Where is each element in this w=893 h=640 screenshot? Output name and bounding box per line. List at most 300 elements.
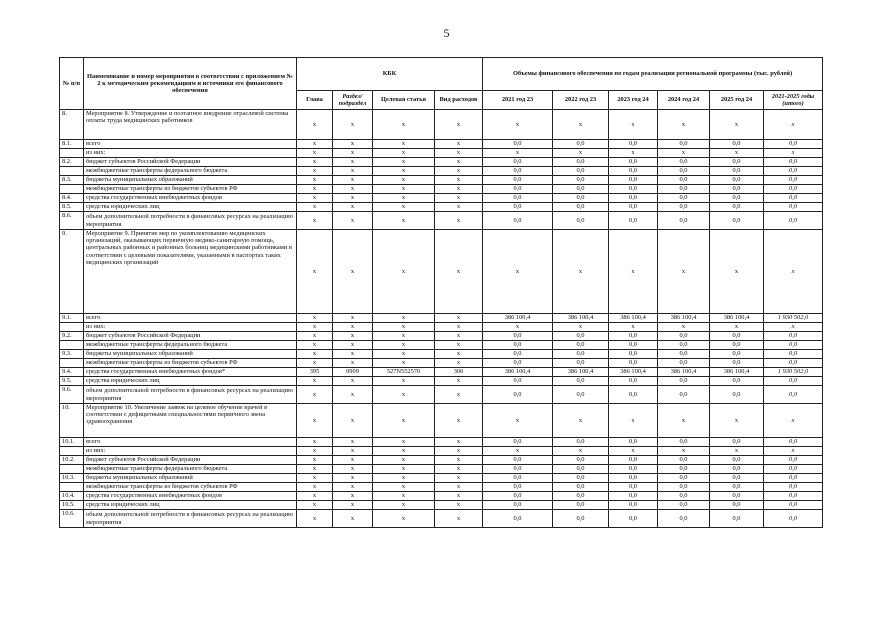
- row-cell: x: [373, 323, 435, 332]
- row-cell: x: [297, 359, 333, 368]
- row-number: [60, 185, 84, 194]
- row-cell: 0,0: [553, 203, 609, 212]
- measure-title: Мероприятие 10. Увеличение заявок на целевое обучение врачей в соответствии с дефицитными специальностями первичного звена здравоохранения: [84, 404, 297, 438]
- row-cell: x: [553, 149, 609, 158]
- table-row: [60, 212, 823, 230]
- row-cell: 0,0: [764, 465, 823, 474]
- page-number: 5: [443, 26, 450, 40]
- row-name: из них:: [84, 149, 297, 158]
- row-number: 9.4.: [60, 368, 84, 377]
- row-cell: x: [297, 456, 333, 465]
- row-cell: x: [333, 492, 373, 501]
- row-cell: x: [373, 377, 435, 386]
- row-number: 8.3.: [60, 176, 84, 185]
- row-cell: x: [435, 447, 483, 456]
- row-cell: x: [297, 314, 333, 323]
- row-name: межбюджетные трансферты из бюджетов субъектов РФ: [84, 185, 297, 194]
- row-cell: x: [333, 176, 373, 185]
- row-cell: x: [609, 447, 658, 456]
- header-num: № п/п: [60, 58, 84, 110]
- row-cell: x: [333, 212, 373, 230]
- row-number: 10.: [60, 404, 84, 438]
- row-cell: 0,0: [764, 438, 823, 447]
- row-cell: x: [658, 230, 710, 314]
- table-row: [60, 185, 823, 194]
- row-cell: 0,0: [553, 438, 609, 447]
- row-cell: 0,0: [658, 212, 710, 230]
- row-name: из них:: [84, 323, 297, 332]
- row-cell: 0,0: [710, 212, 764, 230]
- row-cell: 0,0: [483, 492, 553, 501]
- row-cell: 0,0: [764, 203, 823, 212]
- header-sub: 2025 год 24: [710, 91, 764, 110]
- row-cell: 0,0: [553, 167, 609, 176]
- row-cell: x: [435, 332, 483, 341]
- row-cell: x: [764, 323, 823, 332]
- row-cell: 0,0: [764, 194, 823, 203]
- row-cell: 386 100,4: [710, 314, 764, 323]
- row-cell: 0,0: [553, 185, 609, 194]
- row-cell: x: [373, 212, 435, 230]
- row-cell: 0,0: [553, 140, 609, 149]
- row-number: 9.: [60, 230, 84, 314]
- row-cell: x: [297, 140, 333, 149]
- row-cell: 0,0: [710, 483, 764, 492]
- table-row: [60, 492, 823, 501]
- row-cell: x: [333, 350, 373, 359]
- row-cell: x: [373, 332, 435, 341]
- row-number: [60, 341, 84, 350]
- row-cell: 0,0: [483, 483, 553, 492]
- row-cell: x: [435, 110, 483, 140]
- row-cell: 0,0: [710, 465, 764, 474]
- row-cell: x: [333, 438, 373, 447]
- table-row: [60, 456, 823, 465]
- row-cell: 0,0: [658, 185, 710, 194]
- row-cell: 0,0: [483, 386, 553, 404]
- row-cell: x: [483, 149, 553, 158]
- row-cell: x: [435, 377, 483, 386]
- row-cell: 0,0: [658, 350, 710, 359]
- row-cell: x: [435, 438, 483, 447]
- row-cell: x: [297, 149, 333, 158]
- row-cell: 0,0: [764, 350, 823, 359]
- row-cell: x: [333, 194, 373, 203]
- row-cell: 0,0: [764, 212, 823, 230]
- table-row: [60, 510, 823, 528]
- row-cell: x: [435, 359, 483, 368]
- row-cell: 0,0: [658, 438, 710, 447]
- row-cell: x: [297, 483, 333, 492]
- row-cell: 386 100,4: [658, 314, 710, 323]
- row-cell: x: [435, 492, 483, 501]
- row-cell: x: [297, 404, 333, 438]
- row-cell: x: [373, 140, 435, 149]
- header-sub: 2021 год 23: [483, 91, 553, 110]
- table-row: [60, 203, 823, 212]
- row-cell: x: [333, 456, 373, 465]
- row-number: 9.3.: [60, 350, 84, 359]
- row-cell: x: [297, 167, 333, 176]
- row-cell: 0,0: [764, 456, 823, 465]
- row-name: объем дополнительной потребности в финансовых ресурсах на реализацию мероприятия: [84, 510, 297, 528]
- row-cell: 0,0: [764, 176, 823, 185]
- row-cell: x: [373, 474, 435, 483]
- row-cell: x: [297, 474, 333, 483]
- table-row: [60, 230, 823, 314]
- table-row: [60, 474, 823, 483]
- row-cell: x: [333, 359, 373, 368]
- row-cell: 0,0: [609, 140, 658, 149]
- row-cell: 0,0: [710, 359, 764, 368]
- row-cell: 0,0: [658, 456, 710, 465]
- row-cell: x: [435, 510, 483, 528]
- row-name: межбюджетные трансферты федерального бюджета: [84, 167, 297, 176]
- row-cell: 0,0: [553, 359, 609, 368]
- row-cell: x: [710, 404, 764, 438]
- row-cell: x: [373, 456, 435, 465]
- row-name: средства государственных внебюджетных фондов: [84, 492, 297, 501]
- row-cell: x: [297, 501, 333, 510]
- row-cell: x: [764, 230, 823, 314]
- row-cell: 1 930 502,0: [764, 368, 823, 377]
- row-cell: x: [435, 167, 483, 176]
- row-cell: x: [435, 176, 483, 185]
- row-cell: 0,0: [658, 483, 710, 492]
- row-cell: 0,0: [553, 492, 609, 501]
- row-cell: 0,0: [710, 158, 764, 167]
- row-cell: x: [435, 230, 483, 314]
- row-cell: 0,0: [764, 377, 823, 386]
- row-cell: x: [333, 483, 373, 492]
- row-cell: 0,0: [658, 167, 710, 176]
- row-cell: 0,0: [609, 194, 658, 203]
- table-row: [60, 149, 823, 158]
- row-cell: 0,0: [553, 386, 609, 404]
- row-cell: 386 100,4: [553, 314, 609, 323]
- row-cell: 0,0: [710, 456, 764, 465]
- row-number: 10.3.: [60, 474, 84, 483]
- row-cell: x: [483, 447, 553, 456]
- row-cell: x: [435, 474, 483, 483]
- financing-table: [59, 57, 823, 528]
- row-cell: x: [435, 456, 483, 465]
- row-name: бюджеты муниципальных образований: [84, 474, 297, 483]
- table-row: [60, 350, 823, 359]
- row-cell: x: [373, 483, 435, 492]
- row-cell: x: [297, 465, 333, 474]
- row-cell: x: [297, 492, 333, 501]
- row-cell: x: [609, 110, 658, 140]
- table-row: [60, 438, 823, 447]
- row-cell: 0,0: [483, 501, 553, 510]
- row-cell: x: [333, 474, 373, 483]
- table-row: [60, 483, 823, 492]
- row-name: всего: [84, 314, 297, 323]
- row-cell: 0,0: [658, 474, 710, 483]
- row-cell: x: [333, 158, 373, 167]
- table-body: [60, 110, 823, 528]
- row-cell: 0,0: [609, 167, 658, 176]
- row-cell: x: [333, 510, 373, 528]
- row-cell: x: [764, 149, 823, 158]
- row-number: 9.1.: [60, 314, 84, 323]
- row-name: бюджеты муниципальных образований: [84, 350, 297, 359]
- row-cell: 0,0: [609, 456, 658, 465]
- row-cell: x: [333, 110, 373, 140]
- row-cell: 0,0: [764, 341, 823, 350]
- row-cell: 386 100,4: [483, 314, 553, 323]
- row-cell: 0,0: [483, 203, 553, 212]
- row-number: 9.6.: [60, 386, 84, 404]
- row-cell: 0,0: [483, 510, 553, 528]
- row-cell: 0,0: [553, 212, 609, 230]
- row-cell: 0,0: [553, 474, 609, 483]
- row-cell: 0,0: [764, 492, 823, 501]
- header-name: Наименование и номер мероприятия в соответствии с приложением № 2 к методическим рекомендациям и источники его финансового обеспечения: [84, 58, 297, 110]
- row-cell: 0,0: [609, 501, 658, 510]
- row-cell: x: [435, 158, 483, 167]
- row-cell: x: [297, 350, 333, 359]
- row-name: из них:: [84, 447, 297, 456]
- row-cell: x: [333, 341, 373, 350]
- row-cell: x: [373, 386, 435, 404]
- row-cell: 0,0: [764, 140, 823, 149]
- row-cell: 0,0: [553, 456, 609, 465]
- row-cell: x: [333, 404, 373, 438]
- row-cell: 0,0: [764, 185, 823, 194]
- row-cell: 386 100,4: [710, 368, 764, 377]
- table-row: [60, 341, 823, 350]
- row-cell: 0,0: [710, 176, 764, 185]
- row-cell: 0,0: [710, 185, 764, 194]
- row-cell: 0,0: [658, 465, 710, 474]
- row-cell: 0,0: [658, 386, 710, 404]
- measure-title: Мероприятие 9. Принятие мер по укомплектованию медицинских организаций, оказывающих первичную медико-санитарную помощь, центральных районных и районных больниц медицинскими работниками в соответствии с целевыми показателями, указанными в паспортах таких медицинских организаций: [84, 230, 297, 314]
- row-number: 10.4.: [60, 492, 84, 501]
- row-number: 8.2.: [60, 158, 84, 167]
- row-cell: x: [609, 149, 658, 158]
- row-name: всего: [84, 438, 297, 447]
- row-cell: 1 930 502,0: [764, 314, 823, 323]
- row-cell: x: [373, 501, 435, 510]
- row-cell: 0,0: [609, 465, 658, 474]
- row-cell: x: [297, 185, 333, 194]
- row-number: 8.1.: [60, 140, 84, 149]
- table-row: [60, 176, 823, 185]
- row-cell: 0,0: [483, 212, 553, 230]
- row-cell: x: [435, 140, 483, 149]
- header-sub: 2024 год 24: [658, 91, 710, 110]
- row-cell: 386 100,4: [609, 368, 658, 377]
- row-cell: x: [435, 323, 483, 332]
- row-cell: x: [333, 323, 373, 332]
- row-cell: 0,0: [658, 377, 710, 386]
- row-cell: x: [373, 341, 435, 350]
- header-sub: 2022 год 23: [553, 91, 609, 110]
- row-cell: x: [435, 341, 483, 350]
- row-cell: x: [297, 332, 333, 341]
- row-cell: x: [710, 230, 764, 314]
- row-cell: x: [435, 350, 483, 359]
- row-cell: 0,0: [483, 377, 553, 386]
- row-cell: x: [373, 110, 435, 140]
- row-cell: 0,0: [553, 194, 609, 203]
- table-row: [60, 501, 823, 510]
- row-cell: x: [553, 323, 609, 332]
- row-cell: 0,0: [764, 332, 823, 341]
- row-cell: x: [658, 404, 710, 438]
- row-cell: x: [333, 386, 373, 404]
- row-cell: x: [297, 510, 333, 528]
- row-cell: 0,0: [609, 185, 658, 194]
- row-cell: x: [553, 110, 609, 140]
- table-row: [60, 359, 823, 368]
- row-cell: 0,0: [553, 332, 609, 341]
- row-number: [60, 483, 84, 492]
- row-cell: 0,0: [658, 203, 710, 212]
- table-row: [60, 140, 823, 149]
- row-cell: x: [297, 176, 333, 185]
- row-cell: 0,0: [553, 341, 609, 350]
- row-cell: 0,0: [609, 203, 658, 212]
- row-cell: x: [710, 149, 764, 158]
- header-sub: Глава: [297, 91, 333, 110]
- row-cell: x: [609, 323, 658, 332]
- row-number: 9.5.: [60, 377, 84, 386]
- row-cell: 0,0: [710, 194, 764, 203]
- row-cell: x: [553, 447, 609, 456]
- row-cell: 0,0: [609, 332, 658, 341]
- row-name: межбюджетные трансферты из бюджетов субъектов РФ: [84, 359, 297, 368]
- row-cell: x: [297, 386, 333, 404]
- row-cell: x: [333, 140, 373, 149]
- row-cell: x: [483, 323, 553, 332]
- row-cell: 386 100,4: [658, 368, 710, 377]
- header-kbk: КБК: [297, 58, 483, 91]
- row-cell: 0,0: [609, 510, 658, 528]
- row-cell: x: [435, 185, 483, 194]
- row-cell: x: [297, 341, 333, 350]
- row-cell: x: [483, 230, 553, 314]
- row-name: всего: [84, 140, 297, 149]
- row-number: 10.5.: [60, 501, 84, 510]
- row-cell: 0,0: [609, 492, 658, 501]
- row-cell: 0,0: [658, 194, 710, 203]
- row-name: средства государственных внебюджетных фондов*: [84, 368, 297, 377]
- row-cell: x: [764, 110, 823, 140]
- row-cell: x: [764, 447, 823, 456]
- row-cell: 0,0: [553, 501, 609, 510]
- row-cell: 0,0: [658, 510, 710, 528]
- row-cell: x: [609, 230, 658, 314]
- row-cell: x: [373, 149, 435, 158]
- row-cell: 0,0: [483, 185, 553, 194]
- row-cell: 0,0: [764, 359, 823, 368]
- row-cell: 527N552570: [373, 368, 435, 377]
- row-number: [60, 167, 84, 176]
- row-cell: x: [373, 510, 435, 528]
- row-number: 8.6.: [60, 212, 84, 230]
- row-cell: 0,0: [483, 350, 553, 359]
- row-cell: x: [373, 359, 435, 368]
- row-number: [60, 359, 84, 368]
- row-cell: 0,0: [553, 377, 609, 386]
- row-cell: 0,0: [609, 350, 658, 359]
- table-row: [60, 465, 823, 474]
- row-cell: 0,0: [710, 474, 764, 483]
- table-row: [60, 158, 823, 167]
- row-cell: 0,0: [658, 332, 710, 341]
- row-cell: 0,0: [710, 341, 764, 350]
- row-cell: x: [435, 386, 483, 404]
- row-cell: 0,0: [764, 483, 823, 492]
- row-cell: 0,0: [483, 465, 553, 474]
- row-cell: x: [373, 314, 435, 323]
- row-number: 10.1.: [60, 438, 84, 447]
- row-cell: 0,0: [764, 510, 823, 528]
- row-cell: 0,0: [609, 341, 658, 350]
- row-name: бюджет субъектов Российской Федерации: [84, 456, 297, 465]
- table-row: [60, 386, 823, 404]
- row-cell: x: [297, 110, 333, 140]
- row-cell: x: [373, 185, 435, 194]
- row-cell: x: [333, 447, 373, 456]
- row-cell: 0,0: [764, 158, 823, 167]
- row-number: [60, 149, 84, 158]
- header-sub: Целевая статья: [373, 91, 435, 110]
- row-name: межбюджетные трансферты федерального бюджета: [84, 465, 297, 474]
- row-cell: 0,0: [609, 377, 658, 386]
- row-name: средства юридических лиц: [84, 203, 297, 212]
- row-name: объем дополнительной потребности в финансовых ресурсах на реализацию мероприятия: [84, 212, 297, 230]
- row-cell: 0,0: [764, 474, 823, 483]
- row-cell: x: [333, 501, 373, 510]
- row-cell: x: [658, 110, 710, 140]
- row-cell: 0,0: [609, 359, 658, 368]
- row-cell: x: [710, 447, 764, 456]
- row-cell: 0,0: [483, 474, 553, 483]
- row-cell: x: [333, 465, 373, 474]
- row-name: межбюджетные трансферты федерального бюджета: [84, 341, 297, 350]
- table-row: [60, 314, 823, 323]
- row-number: [60, 447, 84, 456]
- header-sub: 2021-2025 годы (итого): [764, 91, 823, 110]
- row-name: средства юридических лиц: [84, 501, 297, 510]
- row-cell: 386 100,4: [609, 314, 658, 323]
- row-cell: 0,0: [609, 386, 658, 404]
- row-cell: 0,0: [710, 377, 764, 386]
- row-cell: 0,0: [710, 386, 764, 404]
- row-cell: x: [297, 377, 333, 386]
- row-cell: 0,0: [553, 176, 609, 185]
- row-cell: x: [710, 323, 764, 332]
- row-cell: 0,0: [710, 438, 764, 447]
- row-cell: x: [373, 194, 435, 203]
- row-cell: x: [333, 332, 373, 341]
- row-cell: 0,0: [483, 194, 553, 203]
- row-cell: 0,0: [483, 332, 553, 341]
- row-cell: x: [373, 404, 435, 438]
- row-cell: 0,0: [710, 501, 764, 510]
- row-cell: x: [435, 314, 483, 323]
- row-cell: 0,0: [609, 176, 658, 185]
- row-cell: x: [333, 149, 373, 158]
- row-cell: 0,0: [609, 438, 658, 447]
- row-cell: x: [297, 158, 333, 167]
- row-cell: 0,0: [710, 350, 764, 359]
- row-number: 8.5.: [60, 203, 84, 212]
